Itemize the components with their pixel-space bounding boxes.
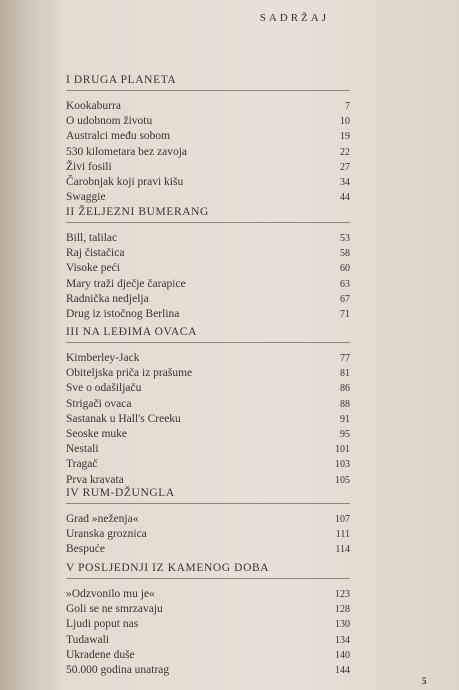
entry-page: 77 (340, 353, 350, 364)
toc-entry (66, 145, 350, 160)
entry-page: 130 (335, 619, 350, 631)
entry-label: Drug iz istočnog Berlina (66, 308, 180, 321)
entry-label: Nestali (66, 443, 99, 456)
toc-entry (66, 129, 350, 144)
entry-page: 27 (340, 161, 350, 173)
entry-page: 81 (340, 368, 350, 380)
toc-section (66, 562, 350, 678)
entry-page: 107 (335, 514, 350, 525)
entry-page: 140 (335, 649, 350, 661)
toc-entry (66, 231, 350, 246)
toc-entry (66, 190, 350, 205)
entry-label: »Odzvonilo mu je« (66, 588, 155, 600)
entry-page: 10 (340, 116, 350, 128)
entry-page: 7 (345, 101, 350, 112)
entry-page: 19 (340, 131, 350, 143)
entry-page: 144 (335, 665, 350, 677)
entry-label: Kookaburra (66, 100, 121, 112)
toc-entry (66, 175, 350, 190)
entry-label: Strigači ovaca (66, 397, 132, 410)
toc-entry (66, 292, 350, 307)
section-title: I DRUGA PLANETA (66, 74, 350, 91)
entry-label: O udobnom životu (66, 115, 153, 128)
section-title: IV RUM-DŽUNGLA (66, 487, 350, 504)
book-gutter (0, 0, 44, 690)
entry-label: Tragač (66, 458, 98, 471)
entry-page: 86 (340, 383, 350, 395)
entry-page: 91 (340, 413, 350, 425)
entry-label: Bespuće (66, 543, 105, 556)
toc-entry (66, 351, 350, 366)
toc-entry (66, 427, 350, 442)
page-number: 5 (422, 676, 427, 686)
toc-entry (66, 663, 350, 678)
entry-page: 63 (340, 278, 350, 290)
toc-section (66, 326, 350, 488)
toc-section (66, 487, 350, 558)
entry-page: 95 (340, 429, 350, 441)
toc-section (66, 206, 350, 322)
entry-page: 53 (340, 233, 350, 244)
entry-page: 134 (335, 634, 350, 646)
entry-page: 101 (335, 444, 350, 456)
toc-entry (66, 473, 350, 488)
entry-label: Uranska groznica (66, 528, 147, 541)
toc-entry (66, 307, 350, 322)
entry-label: 530 kilometara bez zavoja (66, 145, 188, 158)
entry-page: 114 (335, 544, 350, 556)
section-title: V POSLJEDNJI IZ KAMENOG DOBA (66, 562, 350, 579)
toc-entry (66, 527, 350, 542)
entry-page: 58 (340, 248, 350, 260)
entry-page: 60 (340, 263, 350, 275)
entry-label: Mary traži dječje čarapice (66, 277, 186, 290)
entry-page: 111 (335, 529, 350, 541)
entry-page: 128 (335, 604, 350, 616)
entry-label: 50.000 godina unatrag (66, 664, 170, 677)
entry-label: Ljudi poput nas (66, 618, 139, 631)
entry-label: Sve o odašiljaču (66, 382, 142, 395)
entry-label: Goli se ne smrzavaju (66, 603, 163, 616)
toc-entry (66, 366, 350, 381)
toc-entry (66, 542, 350, 557)
entry-label: Seoske muke (66, 428, 128, 441)
entry-label: Ukradene duše (66, 648, 135, 661)
toc-entry (66, 277, 350, 292)
page-title: SADRŽAJ (259, 12, 329, 24)
toc-entry (66, 246, 350, 261)
toc-entry (66, 633, 350, 648)
entry-label: Kimberley-Jack (66, 352, 140, 364)
entry-label: Živi fosili (66, 160, 112, 173)
toc-entry (66, 442, 350, 457)
toc-entry (66, 617, 350, 632)
toc-entry (66, 160, 350, 175)
entry-page: 44 (340, 192, 350, 204)
toc-entry (66, 587, 350, 602)
toc-entry (66, 261, 350, 276)
entry-label: Sastanak u Hall's Creeku (66, 412, 181, 425)
section-title: II ŽELJEZNI BUMERANG (66, 206, 350, 223)
entry-page: 22 (340, 146, 350, 158)
entry-label: Australci među sobom (66, 130, 171, 143)
entry-label: Raj čistačica (66, 247, 125, 260)
toc-entry (66, 602, 350, 617)
entry-label: Čarobnjak koji pravi kišu (66, 176, 184, 189)
entry-page: 34 (340, 177, 350, 189)
entry-page: 123 (335, 589, 350, 600)
entry-page: 105 (335, 474, 350, 486)
toc-entry (66, 457, 350, 472)
toc-entry (66, 381, 350, 396)
entry-label: Tudawali (66, 633, 110, 646)
entry-label: Obiteljska priča iz prašume (66, 367, 193, 380)
entry-label: Visoke peći (66, 262, 120, 275)
entry-page: 103 (335, 459, 350, 471)
entry-page: 67 (340, 293, 350, 305)
toc-entry (66, 397, 350, 412)
toc-entry (66, 512, 350, 527)
toc-entry (66, 99, 350, 114)
entry-label: Prva kravata (66, 473, 124, 486)
toc-entry (66, 412, 350, 427)
toc-entry (66, 648, 350, 663)
toc-section (66, 74, 350, 205)
toc-entry (66, 114, 350, 129)
entry-label: Grad »neženja« (66, 513, 139, 525)
entry-label: Radnička nedjelja (66, 292, 149, 305)
entry-page: 88 (340, 398, 350, 410)
entry-page: 71 (340, 309, 350, 321)
section-title: III NA LEĐIMA OVACA (66, 326, 350, 343)
entry-label: Swaggie (66, 191, 106, 204)
entry-label: Bill, talilac (66, 232, 118, 244)
